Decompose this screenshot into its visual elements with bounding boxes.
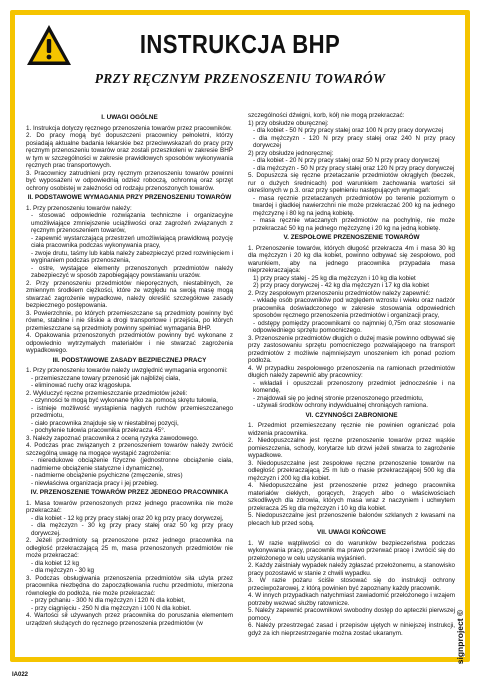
paragraph: 3. Powierzchnie, po których przemieszczane są przedmioty powinny być równe, stabilne i nie śliskie a drogi transportowe i przejścia, po których przemieszczane są przedmioty powinny spełniać wymagania BHP.: [26, 309, 233, 332]
paragraph: 1. Instrukcja dotyczy ręcznego przenoszenia towarów przez pracowników.: [26, 124, 232, 132]
page-subtitle: PRZY RĘCZNYM PRZENOSZENIU TOWARÓW: [94, 71, 386, 86]
list-item: - czynności te mogą być wykonane tylko za pomocą skrętu tułowia,: [31, 397, 218, 404]
paragraph: 3. Należy zapoznać pracownika z oceną ryzyka zawodowego.: [26, 434, 199, 442]
list-item: - używali środków ochrony indywidualnej chroniących ramiona.: [253, 402, 428, 409]
paragraph: 2. Niedopuszczalne jest ręczne przenoszenie towarów przez wąskie pomieszczenia, schody, korytarze lub drzwi jeżeli stwarza to zagrożenie wypadkowe.: [248, 437, 455, 459]
list-item: - wkładę osób pracowników pod względem wzrostu i wieku oraz nadzór pracownika doświadczonego w zakresie stosowania odpowiednich sposobów ręcznego przenoszenia przedmiotów i organizacji pracy,: [253, 297, 455, 319]
paragraph: 1. Przy przenoszeniu towarów należy:: [26, 204, 132, 212]
paragraph: 2. Wykluczyć ręczne przemieszczanie przedmiotów jeżeli:: [26, 389, 188, 397]
list-item: 1) przy pracy stałej - 25 kg dla mężczyzn i 10 kg dla kobiet: [253, 274, 416, 282]
paragraph: szczególności dźwigni, korb, kół) nie mogą przekraczać:: [248, 112, 405, 119]
brand-mark: [455, 610, 469, 670]
left-column: [26, 112, 233, 657]
list-item: - przy pchaniu - 300 N dla mężczyzn i 120 N dla kobiet,: [31, 597, 185, 604]
paragraph: 1. Przy przenoszeniu towarów należy uwzględnić wymagania ergonomii:: [26, 367, 228, 374]
list-item: - wkładali i opuszczali przenoszony przedmiot jednocześnie i na komendę,: [253, 379, 455, 394]
list-item: - dla mężczyzn - 120 N przy pracy stałej oraz 240 N przy pracy dorywczej: [253, 134, 455, 149]
list-item: - stosować odpowiednie rozwiązania techniczne i organizacyjne umożliwiające zmniejszenie uciążliwości oraz zagrożeń związanych z ręcznym przenoszeniem towarów,: [31, 212, 233, 234]
list-item: - nieredukowe obciążenie fizyczne (jednostronne obciążenie ciała, nadmierne obciążenie statyczne i dynamiczne),: [31, 457, 233, 472]
paragraph: 4. Opakowania przenoszonych przedmiotów powinny być wykonane z odpowiednio wytrzymałych materiałów i nie stwarzać zagrożenia wypadkowego.: [26, 332, 233, 354]
paragraph: 2. Każdy zaistniały wypadek należy zgłaszać przełożonemu, a stanowisko pracy pozostawić w stanie z chwili wypadku.: [248, 562, 455, 577]
paragraph: 2. Przy przenoszeniu przedmiotów nieporęcznych, niestabilnych, ze zmiennym środkiem ciężkości, które ze względu na swoją masę mogą stwarzać zagrożenie wypadkowe, należy określić szczegółowe zasady bezpiecznego postępowania.: [26, 279, 233, 309]
paragraph: 1. Przenoszenie towarów, których długość przekracza 4m i masa 30 kg dla mężczyzn i 20 kg dla kobiet, powinno odbywać się zespołowo, pod warunkiem, aby na jednego pracownika przypadała masa nieprzekraczająca:: [248, 244, 455, 274]
section-heading: VI. CZYNNOŚCI ZABRONIONE: [305, 411, 398, 419]
paragraph: 2. Jeżeli przedmioty są przenoszone przez jednego pracownika na odległość przekraczającą 25 m, masa przenoszonych przedmiotów nie może przekraczać:: [26, 537, 233, 559]
paragraph: 4. W przypadku zespołowego przenoszenia na ramionach przedmiotów długich należy zapewnić aby pracownicy:: [248, 364, 455, 379]
paragraph: 6. Należy przestrzegać zasad i przepisów ujętych w niniejszej instrukcji, gdyż za ich nieprzestrzeganie można zostać ukaranym.: [248, 622, 455, 637]
list-item: - przy ciągnięciu - 250 N dla mężczyzn i 100 N dla kobiet.: [31, 604, 191, 612]
paragraph: 4. W innych przypadkach natychmiast zawiadomić przełożonego i wzajem potrzeby wezwać służby ratownicze.: [248, 592, 455, 607]
list-item: - ciało pracownika znajduje się w niestabilnej pozycji,: [31, 419, 179, 427]
section-heading: I. UWAGI OGÓLNE: [101, 114, 158, 121]
list-item: 2) przy pracy dorywczej - 42 kg dla mężczyzn i 17 kg dla kobiet: [253, 282, 430, 289]
section-heading: IV. PRZENOSZENIE TOWARÓW PRZEZ JEDNEGO PRACOWNIKA: [30, 489, 229, 496]
list-item: - nadmierne obciążenie psychiczne (zmęczenie, stres): [31, 472, 183, 479]
list-item: - istnieje możliwość wystąpienia nagłych ruchów przemieszczanego przedmiotu,: [31, 404, 233, 419]
paragraph: 4. Wartości sił używanych przez pracownika do poruszania elementem urządzeń służących do ręcznego przenoszenia przedmiotów (w: [26, 612, 233, 627]
paragraph: 5. Niedopuszczalne jest przenoszenie balonów szklanych z kwasami na plecach lub przed sobą.: [248, 512, 455, 527]
list-item: - ostre, wystające elementy przenoszonych przedmiotów należy zabezpieczyć w sposób zapobiegający powstawaniu urazów.: [31, 264, 233, 279]
list-item: 1) przy obsłudze oburęcznej:: [248, 119, 329, 127]
paragraph: 3. Pracownicy zatrudnieni przy ręcznym przenoszeniu towarów powinni być wyposażeni w odpowiednią odzież roboczą, ochronną oraz sprzęt ochrony osobistej w zależności od rodzaju przenoszonych towarów.: [26, 169, 233, 192]
paragraph: 5. Należy zapewnić pracownikowi swobodny dostęp do apteczki pierwszej pomocy.: [248, 607, 455, 622]
product-code: IA022: [12, 672, 29, 678]
list-item: 2) przy obsłudze jednoręcznej:: [248, 149, 334, 157]
paragraph: 5. Dopuszcza się ręczne przetaczanie przedmiotów okrągłych (beczek, rur o dużych średnicach) pod warunkiem zachowania wartości sił określonych w p.3. oraz przy spełnieniu następujących wymagań:: [248, 172, 455, 194]
list-item: - dla kobiet 12 kg: [31, 559, 79, 567]
list-item: - masa ręcznie przetaczanych przedmiotów po terenie poziomym o twardej i gładkiej nawierzchni nie może przekraczać 200 kg na jednego mężczyznę i 80 kg na jedną kobietę.: [253, 194, 455, 217]
list-item: - dla mężczyzn - 30 kg przy pracy stałej oraz 50 kg przy pracy dorywczej.: [31, 522, 233, 537]
paragraph: 1. Masa towarów przenoszonych przez jednego pracownika nie może przekraczać:: [26, 499, 233, 514]
instruction-sign: [10, 10, 470, 665]
list-item: - masa ręcznie wtaczanych przedmiotów na pochylnię, nie może przekraczać 50 kg na jednego mężczyznę i 20 kg na jedną kobietę.: [253, 217, 455, 232]
list-item: - znajdowali się po jednej stronie przenoszonego przedmiotu,: [253, 394, 424, 402]
paragraph: 1. Przedmiot przemieszczany ręcznie nie powinien ograniczać pola widzenia pracownika.: [248, 422, 455, 437]
paragraph: 3. Przenoszenie przedmiotów długich o dużej masie powinno odbywać się przy zastosowaniu sprzętu pomocniczego pozwalającego na transport przedmiotów z możliwie najmniejszym unoszeniem ich ponad poziom podłoża.: [248, 334, 455, 364]
section-heading: V. ZESPOŁOWE PRZENOSZENIE TOWARÓW: [283, 234, 420, 241]
list-item: - dla mężczyzn - 30 kg: [31, 567, 94, 574]
paragraph: 3. W razie pożaru ściśle stosować się do instrukcji ochrony przeciwpożarowej, z którą powinien być zapoznany każdy pracownik.: [248, 577, 455, 592]
list-item: - dla kobiet - 20 N przy pracy stałej oraz 50 N przy pracy dorywczej: [253, 157, 440, 164]
content-columns: [26, 112, 456, 657]
section-heading: III. PODSTAWOWE ZASADY BEZPIECZNEJ PRACY: [52, 356, 207, 364]
right-column: [248, 112, 455, 657]
section-heading: VII. UWAGI KOŃCOWE: [317, 529, 386, 536]
list-item: - niewłaściwa organizacja pracy i jej przebieg.: [31, 479, 159, 487]
list-item: - pochylenie tułowia pracownika przekracza 45°.: [31, 427, 166, 434]
paragraph: 2. Do pracy mogą być dopuszczeni pracownicy pełnoletni, którzy posiadają aktualne badania lekarskie bez przeciwwskazań do pracy przy ręcznym przenoszeniu towarów oraz zostali przeszkoleni w zakresie BHP w tym w szczególności w zakresie prawidłowych sposobów wykonywania ręcznych prac transportowych.: [26, 132, 233, 169]
list-item: - dla mężczyzn - 50 N przy pracy stałej oraz 120 N przy pracy dorywczej: [253, 164, 455, 172]
list-item: - przemieszczane towary przenosić jak najbliżej ciała,: [31, 374, 181, 382]
paragraph: 4. Niedopuszczalne jest przenoszenie przez jednego pracownika materiałów ciekłych, gorących, żrących albo o właściwościach szkodliwych dla zdrowia, których masa wraz z naczyniem i uchwytem przekracza 25 kg dla mężczyzn i 10 kg dla kobiet.: [248, 482, 455, 512]
paragraph: 3. Niedopuszczalne jest zespołowe ręczne przenoszenie towarów na odległość przekraczającą 25 m lub o masie przekraczającej 500 kg dla mężczyzn i 200 kg dla kobiet.: [248, 459, 455, 482]
list-item: - dla kobiet - 50 N przy pracy stałej oraz 100 N przy pracy dorywczej: [253, 127, 444, 134]
header: [15, 15, 465, 105]
list-item: - eliminować ruchy oraz krągosłupa.: [31, 382, 132, 389]
paragraph: 4. Podczas prac związanych z przenoszeniem towarów należy zwrócić szczególną uwagę na mogące wystąpić zagrożenia:: [26, 442, 233, 457]
brand-text: signproject ©: [455, 609, 466, 665]
paragraph: 3. Podczas obsługiwania przenoszenia przedmiotów siła użyta przez pracownika niezbędna do zapoczątkowania ruchu przedmiotu, mierzona równolegle do podłoża, nie może przekraczać:: [26, 574, 233, 597]
list-item: - zwoje drutu, taśmy lub kabla należy zabezpieczyć przed rozwinięciem i wyginaniem podczas przenoszenia,: [31, 249, 233, 264]
section-heading: II. PODSTAWOWE WYMAGANIA PRZY PRZENOSZENIU TOWARÓW: [27, 194, 232, 201]
list-item: - zapewnić wystarczającą przestrzeń umożliwiającą prawidłową pozycję ciała pracownika podczas wykonywania pracy,: [31, 234, 233, 249]
list-item: - odstępy pomiędzy pracownikami co najmniej 0,75m oraz stosowanie odpowiedniego sprzętu pomocniczego.: [253, 319, 455, 334]
paragraph: 2. Przy zespołowym przenoszeniu przedmiotów należy zapewnić:: [248, 289, 431, 297]
list-item: - dla kobiet - 12 kg przy pracy stałej oraz 20 kg przy pracy dorywczej,: [31, 514, 224, 522]
page-title: INSTRUKCJA BHP: [139, 29, 341, 59]
paragraph: 1. W razie wątpliwości co do warunków bezpieczeństwa podczas wykonywania pracy, pracownik ma prawo przerwać pracę i zwrócić się do przełożonego w celu uzyskania wyjaśnień.: [248, 539, 455, 562]
